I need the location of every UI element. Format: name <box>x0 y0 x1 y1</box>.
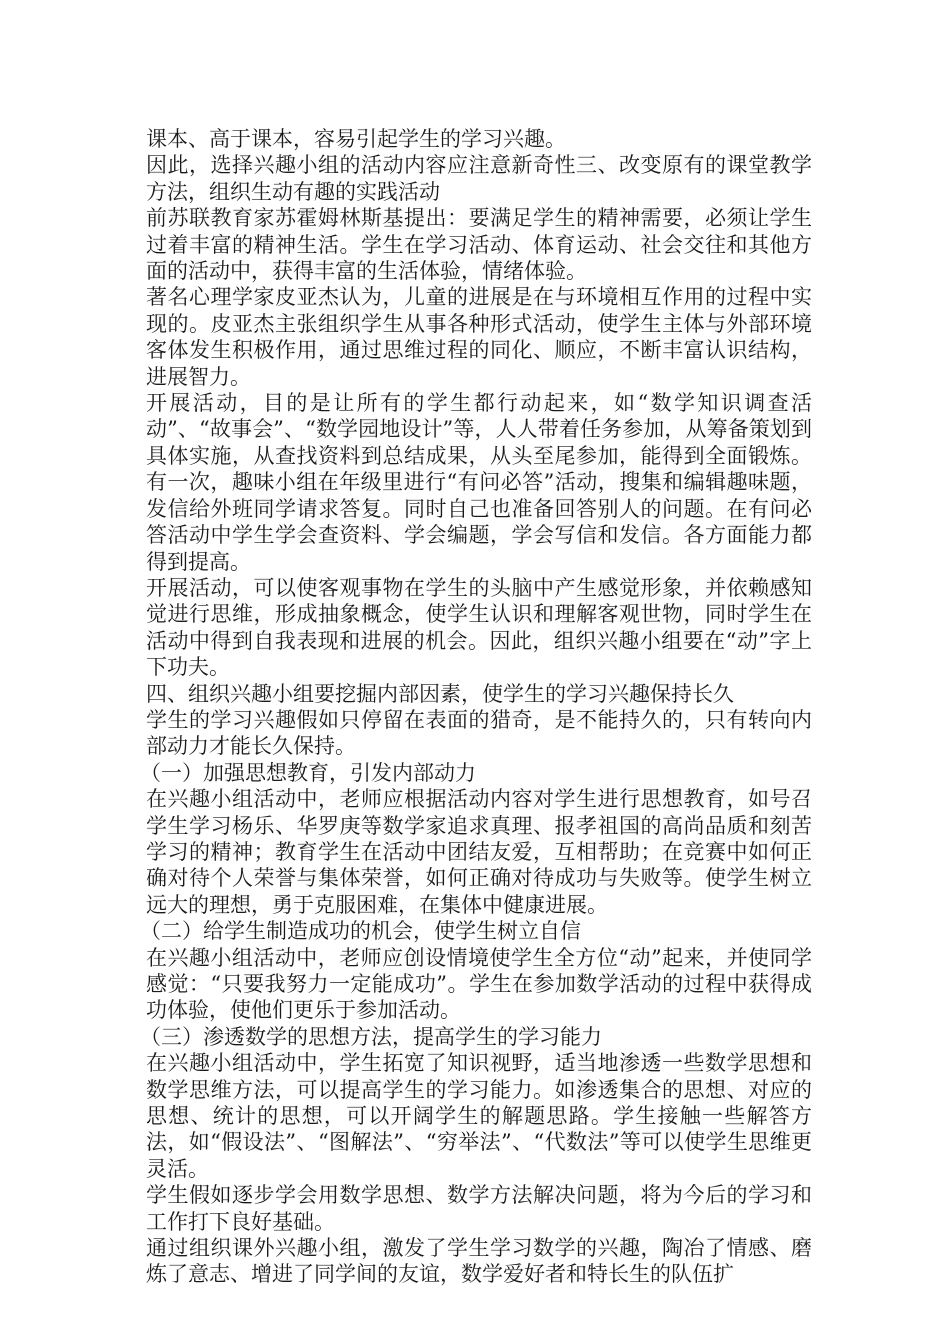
paragraph: 在兴趣小组活动中，老师应根据活动内容对学生进行思想教育，如号召学生学习杨乐、华罗庚等数学家追求真理、报孝祖国的高尚品质和刻苦学习的精神；教育学生在活动中团结友爱，互相帮助；在竞赛中如何正确对待个人荣誉与集体荣誉，如何正确对待成功与失败等。使学生树立远大的理想，勇于克服困难，在集体中健康进展。 <box>146 787 812 917</box>
paragraph: 在兴趣小组活动中，学生拓宽了知识视野，适当地渗透一些数学思想和数学思维方法，可以提高学生的学习能力。如渗透集合的思想、对应的思想、统计的思想，可以开阔学生的解题思路。学生接触一些解答方法，如“假设法”、“图解法”、“穷举法”、“代数法”等可以使学生思维更灵活。 <box>146 1051 812 1181</box>
paragraph: 通过组织课外兴趣小组，激发了学生学习数学的兴趣，陶冶了情感、磨炼了意志、增进了同学间的友谊，数学爱好者和特长生的队伍扩 <box>146 1236 812 1287</box>
paragraph: 开展活动，目的是让所有的学生都行动起来，如“数学知识调查活动”、“故事会”、“数学园地设计”等，人人带着任务参加，从筹备策划到具体实施，从查找资料到总结成果，从头至尾参加，能得到全面锻炼。有一次，趣味小组在年级里进行“有问必答”活动，搜集和编辑趣味题，发信给外班同学请求答复。同时自己也准备回答别人的问题。在有问必答活动中学生学会查资料、学会编题，学会写信和发信。各方面能力都得到提高。 <box>146 391 812 574</box>
document-body <box>140 126 812 1288</box>
paragraph: 课本、高于课本，容易引起学生的学习兴趣。 <box>146 127 566 151</box>
paragraph: 学生假如逐步学会用数学思想、数学方法解决问题，将为今后的学习和工作打下良好基础。 <box>146 1183 812 1234</box>
subsection-heading: （一）加强思想教育，引发内部动力 <box>140 760 476 785</box>
paragraph: 开展活动，可以使客观事物在学生的头脑中产生感觉形象，并依赖感知觉进行思维，形成抽象概念，使学生认识和理解客观世物，同时学生在活动中得到自我表现和进展的机会。因此，组织兴趣小组要在“动”字上下功夫。 <box>146 575 812 680</box>
subsection-heading: （二）给学生制造成功的机会，使学生树立自信 <box>140 919 581 944</box>
paragraph: 在兴趣小组活动中，老师应创设情境使学生全方位“动”起来，并使同学感觉：“只要我努力一定能成功”。学生在参加数学活动的过程中获得成功体验，使他们更乐于参加活动。 <box>146 945 812 1023</box>
paragraph: 学生的学习兴趣假如只停留在表面的猎奇，是不能持久的，只有转向内部动力才能长久保持。 <box>146 707 812 759</box>
paragraph: 著名心理学家皮亚杰认为，儿童的进展是在与环境相互作用的过程中实现的。皮亚杰主张组织学生从事各种形式活动，使学生主体与外部环境客体发生积极作用，通过思维过程的同化、顺应，不断丰富认识结构，进展智力。 <box>146 285 812 389</box>
paragraph: 因此，选择兴趣小组的活动内容应注意新奇性三、改变原有的课堂教学方法，组织生动有趣的实践活动 <box>146 153 812 204</box>
section-heading: 四、组织兴趣小组要挖掘内部因素，使学生的学习兴趣保持长久 <box>146 681 734 706</box>
subsection-heading: （三）渗透数学的思想方法，提高学生的学习能力 <box>140 1024 602 1049</box>
paragraph: 前苏联教育家苏霍姆林斯基提出：要满足学生的精神需要，必须让学生过着丰富的精神生活。学生在学习活动、体育运动、社会交往和其他方面的活动中，获得丰富的生活体验，情绪体验。 <box>146 206 812 284</box>
